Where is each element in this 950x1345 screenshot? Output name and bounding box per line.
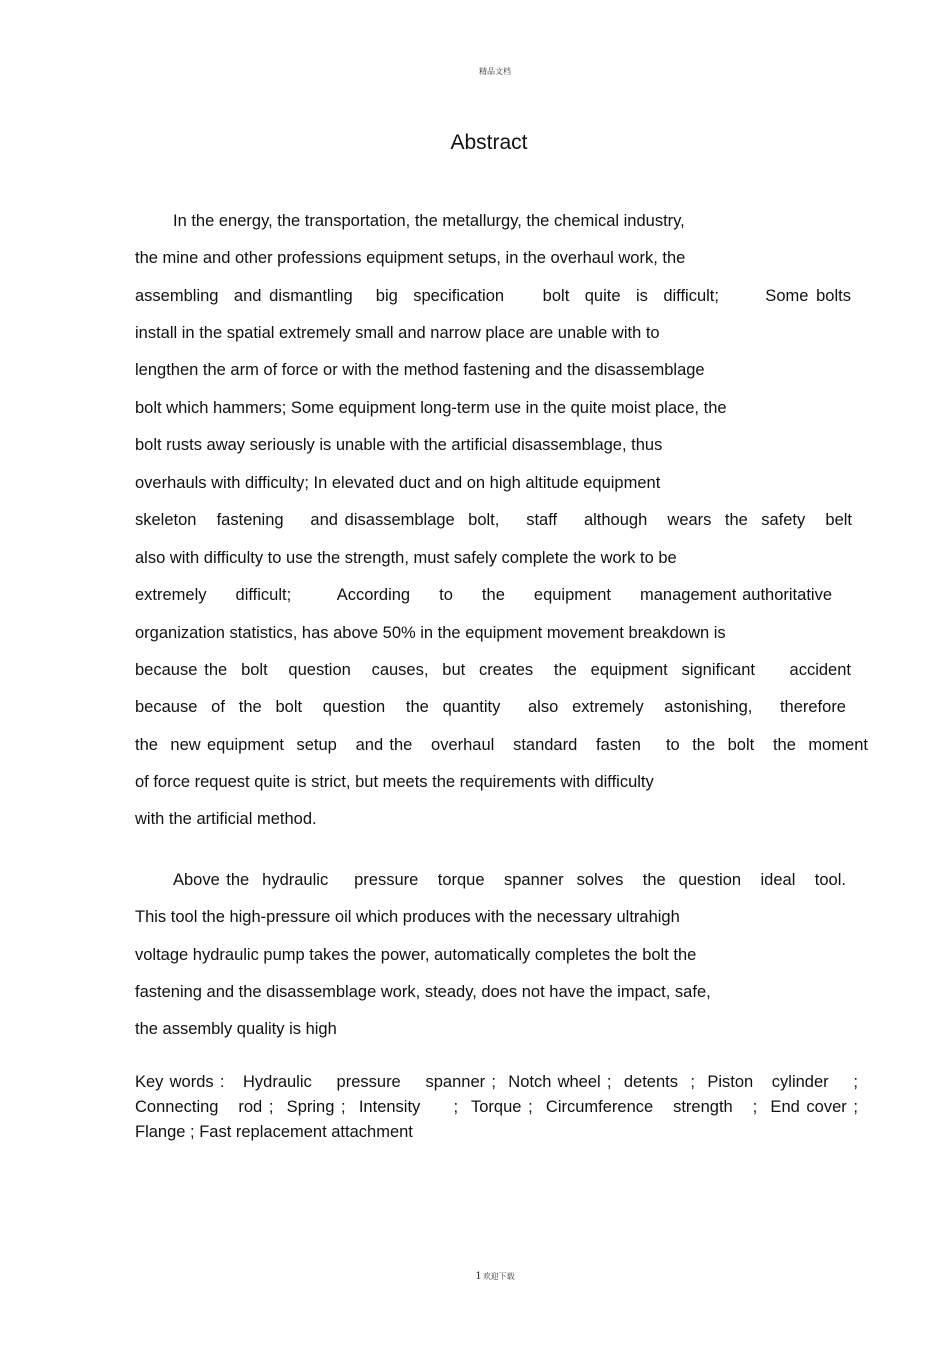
page-number: 1 — [475, 1271, 482, 1282]
paragraph-line: because the bolt question causes, but creates the equipment significant accident — [135, 661, 851, 679]
paragraph-line: the mine and other professions equipment setups, in the overhaul work, the — [135, 249, 686, 267]
paragraph-line: the new equipment setup and the overhaul standard fasten to the bolt the moment — [135, 736, 868, 754]
paragraph-line: because of the bolt question the quantity also extremely astonishing, therefore — [135, 698, 846, 716]
paragraph-line: lengthen the arm of force or with the method fastening and the disassemblage — [135, 361, 705, 379]
paragraph-line: overhauls with difficulty; In elevated duct and on high altitude equipment — [135, 474, 661, 492]
paragraph-line: In the energy, the transportation, the metallurgy, the chemical industry, — [173, 212, 685, 230]
paragraph-line: Above the hydraulic pressure torque spanner solves the question ideal tool. — [173, 871, 846, 889]
paragraph-line: also with difficulty to use the strength, must safely complete the work to be — [135, 549, 677, 567]
paragraph-line: assembling and dismantling big specification bolt quite is difficult; Some bolts — [135, 287, 851, 305]
paragraph-line: of force request quite is strict, but meets the requirements with difficulty — [135, 773, 654, 791]
paragraph-line: skeleton fastening and disassemblage bolt, staff although wears the safety belt — [135, 511, 852, 529]
page-footer — [0, 1271, 950, 1282]
paragraph-line: bolt rusts away seriously is unable with the artificial disassemblage, thus — [135, 436, 663, 454]
page-title: Abstract — [450, 131, 528, 154]
paragraph-line: organization statistics, has above 50% in the equipment movement breakdown is — [135, 624, 726, 642]
paragraph-line: the assembly quality is high — [135, 1020, 337, 1038]
keywords-line: Key words : Hydraulic pressure spanner ; Notch wheel ; detents ; Piston cylinder ; — [135, 1073, 858, 1091]
paragraph-line: extremely difficult; According to the equipment management authoritative — [135, 586, 832, 604]
paragraph-line: bolt which hammers; Some equipment long-term use in the quite moist place, the — [135, 399, 727, 417]
keywords-line: Flange ; Fast replacement attachment — [135, 1123, 413, 1141]
paragraph-line: fastening and the disassemblage work, steady, does not have the impact, safe, — [135, 983, 711, 1001]
keywords-line: Connecting rod ; Spring ; Intensity ; Torque ; Circumference strength ; End cover ; — [135, 1098, 858, 1116]
paragraph-line: with the artificial method. — [135, 810, 317, 828]
header-watermark: 精品文档 — [479, 67, 511, 76]
paragraph-line: This tool the high-pressure oil which produces with the necessary ultrahigh — [135, 908, 680, 926]
paragraph-line: voltage hydraulic pump takes the power, automatically completes the bolt the — [135, 946, 697, 964]
paragraph-line: install in the spatial extremely small and narrow place are unable with to — [135, 324, 660, 342]
footer-text: 欢迎下载 — [482, 1272, 515, 1281]
